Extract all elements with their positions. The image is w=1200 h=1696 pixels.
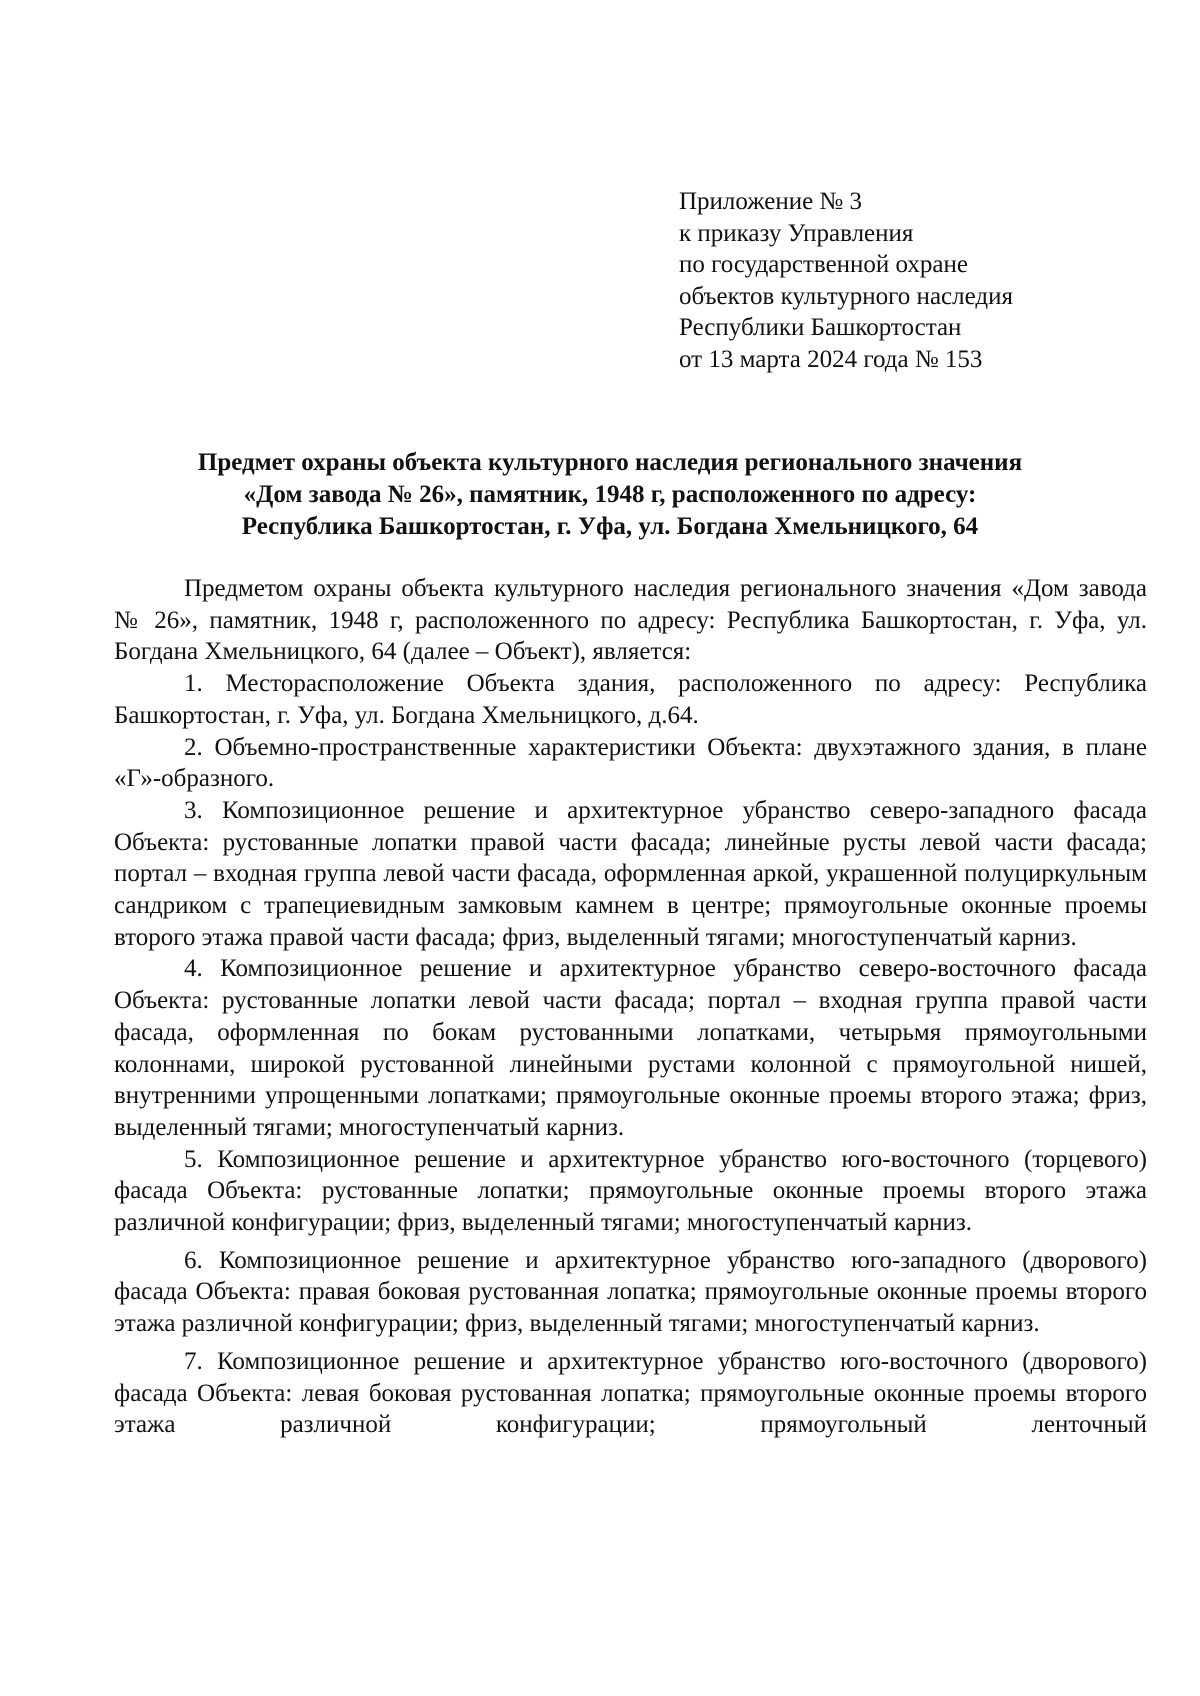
title-line-2: «Дом завода № 26», памятник, 1948 г, расположенного по адресу: [243,481,977,508]
appendix-line-date: от 13 марта 2024 года № 153 [679,345,983,373]
paragraph-item-4: 4. Композиционное решение и архитектурное убранство северо-восточного фасада Объекта: рустованные лопатки левой части фасада; портал – входная группа правой части фасада, оформленная по бокам рустованными лопатками, четырьмя прямоугольными колоннами, широкой рустованной линейными рустами колонной с прямоугольной нишей, внутренними упрощенными лопатками; прямоугольные оконные проемы второго этажа; фриз, выделенный тягами; многоступенчатый карниз. [114,955,1147,1141]
paragraph-item-6: 6. Композиционное решение и архитектурное убранство юго-западного (дворового) фасада Объекта: правая боковая рустованная лопатка; прямоугольные оконные проемы второго этажа различной конфигурации; фриз, выделенный тягами; многоступенчатый карниз. [114,1246,1147,1338]
appendix-line-republic: Республики Башкортостан [679,314,962,342]
appendix-line-authority: по государственной охране [679,251,969,279]
paragraph-item-5: 5. Композиционное решение и архитектурное убранство юго-восточного (торцевого) фасада Объекта: рустованные лопатки; прямоугольные оконные проемы второго этажа различной конфигурации; фриз, выделенный тягами; многоступенчатый карниз. [114,1145,1147,1237]
paragraph-intro: Предметом охраны объекта культурного наследия регионального значения «Дом завода № 26», памятник, 1948 г, расположенного по адресу: Республика Башкортостан, г. Уфа, ул. Богдана Хмельницкого, 64 (далее – Объект), является: [114,575,1147,666]
title-line-3: Республика Башкортостан, г. Уфа, ул. Богдана Хмельницкого, 64 [241,513,979,540]
paragraph-item-2: 2. Объемно-пространственные характеристики Объекта: двухэтажного здания, в плане «Г»-образного. [114,733,1147,793]
appendix-line-number: Приложение № 3 [679,188,863,215]
document-body [114,573,1147,1441]
title-line-1: Предмет охраны объекта культурного наследия регионального значения [197,449,1023,476]
paragraph-item-7: 7. Композиционное решение и архитектурное убранство юго-восточного (дворового) фасада Объекта: левая боковая рустованная лопатка; прямоугольные оконные проемы второго этажа различной конфигурации; прямоугольный ленточный [114,1347,1147,1439]
document-title [110,447,1110,543]
paragraph-item-1: 1. Месторасположение Объекта здания, расположенного по адресу: Республика Башкортостан, г. Уфа, ул. Богдана Хмельницкого, д.64. [114,670,1147,729]
paragraph-item-3: 3. Композиционное решение и архитектурное убранство северо-западного фасада Объекта: рустованные лопатки правой части фасада; линейные русты левой части фасада; портал – входная группа левой части фасада, оформленная аркой, украшенной полуциркульным сандриком с трапециевидным замковым камнем в центре; прямоугольные оконные проемы второго этажа правой части фасада; фриз, выделенный тягами; многоступенчатый карниз. [114,796,1147,951]
appendix-line-heritage: объектов культурного наследия [679,282,1013,310]
appendix-line-order: к приказу Управления [679,219,914,247]
appendix-block [679,186,1139,376]
